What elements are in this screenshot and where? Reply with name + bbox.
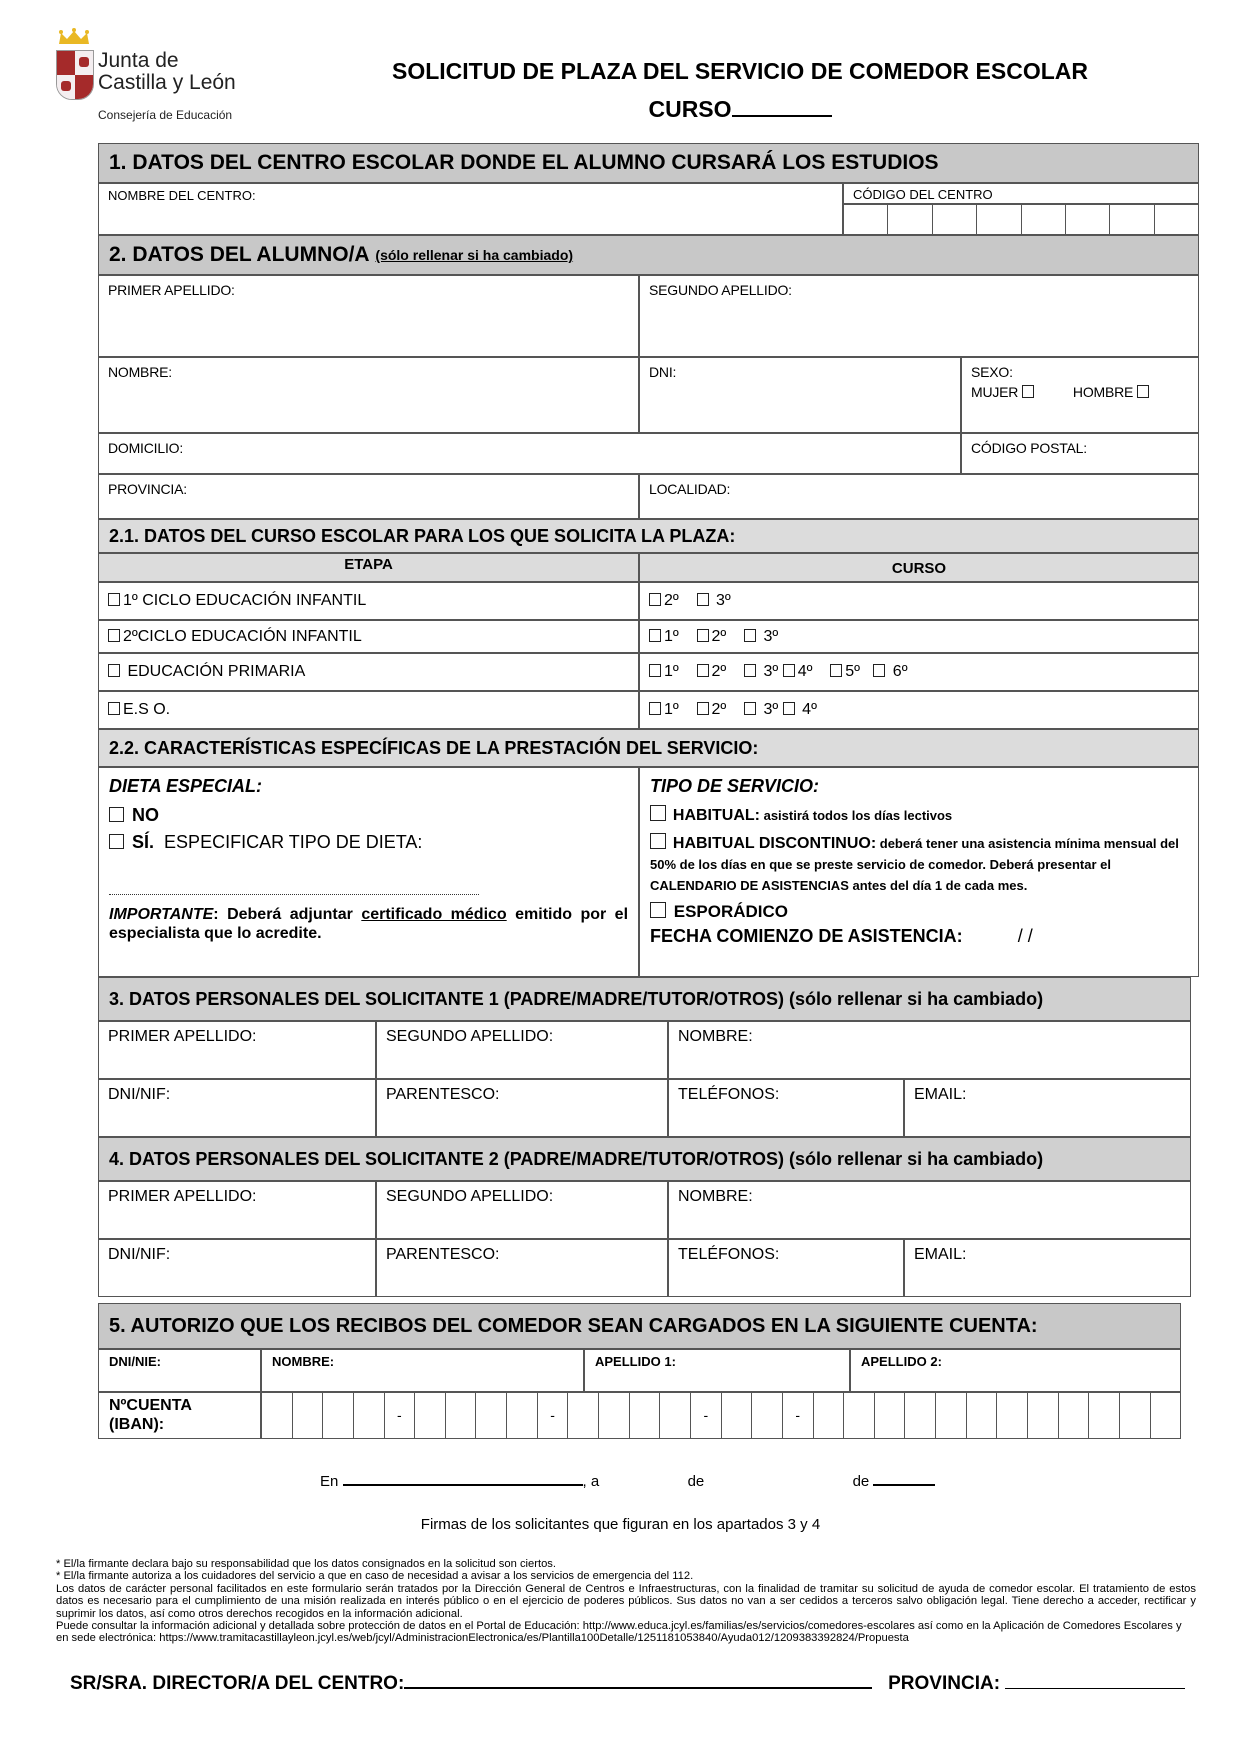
coat-of-arms-icon: [56, 50, 94, 100]
curso-row-2: 1º 2º 3º: [639, 620, 1199, 653]
nombre-centro-field[interactable]: NOMBRE DEL CENTRO:: [98, 183, 843, 235]
sol1-telefonos-field[interactable]: TELÉFONOS:: [668, 1079, 904, 1137]
curso-row-3: 1º 2º 3º 4º 5º 6º: [639, 653, 1199, 691]
iban-digit-box[interactable]: [293, 1392, 324, 1439]
cuenta-dni-field[interactable]: DNI/NIE:: [98, 1349, 261, 1392]
iban-digit-box[interactable]: [507, 1392, 538, 1439]
curso-checkbox[interactable]: [697, 593, 709, 606]
place-input[interactable]: [343, 1466, 583, 1486]
iban-digit-box[interactable]: [875, 1392, 906, 1439]
curso-checkbox[interactable]: [697, 629, 709, 642]
firmas-label: Firmas de los solicitantes que figuran en los apartados 3 y 4: [420, 1516, 821, 1533]
iban-digit-box[interactable]: [997, 1392, 1028, 1439]
importante-note: IMPORTANTE: Deberá adjuntar certificado médico emitido por el especialista que lo acredite.: [109, 906, 629, 942]
iban-digit-box[interactable]: [660, 1392, 691, 1439]
section-3-header: 3. DATOS PERSONALES DEL SOLICITANTE 1 (PADRE/MADRE/TUTOR/OTROS) (sólo rellenar si ha cambiado): [98, 977, 1191, 1021]
etapa-checkbox[interactable]: [108, 593, 120, 606]
logo-line1: Junta de: [98, 49, 179, 72]
code-digit-box[interactable]: [1110, 204, 1154, 235]
curso-checkbox[interactable]: [783, 664, 795, 677]
curso-label: CURSO: [648, 96, 732, 122]
iban-digit-box[interactable]: [1089, 1392, 1120, 1439]
sol2-segundo-apellido-field[interactable]: SEGUNDO APELLIDO:: [376, 1181, 668, 1239]
iban-digit-box[interactable]: [261, 1392, 293, 1439]
sol1-segundo-apellido-field[interactable]: SEGUNDO APELLIDO:: [376, 1021, 668, 1079]
director-provincia-input[interactable]: [1005, 1670, 1185, 1689]
col-curso-header: CURSO: [639, 553, 1199, 582]
sol1-nombre-field[interactable]: NOMBRE:: [668, 1021, 1191, 1079]
code-digit-box[interactable]: [1066, 204, 1110, 235]
iban-digit-box[interactable]: [1120, 1392, 1151, 1439]
etapa-row-4: E.S O.: [98, 691, 639, 729]
curso-checkbox[interactable]: [873, 664, 885, 677]
mujer-checkbox[interactable]: [1022, 385, 1034, 398]
dieta-title: DIETA ESPECIAL:: [109, 776, 263, 796]
fecha-input[interactable]: / /: [1017, 926, 1033, 946]
iban-digit-box[interactable]: [752, 1392, 783, 1439]
iban-digit-box[interactable]: [354, 1392, 385, 1439]
sol1-primer-apellido-field[interactable]: PRIMER APELLIDO:: [98, 1021, 376, 1079]
iban-digit-box[interactable]: [415, 1392, 446, 1439]
section-2-2-header: 2.2. CARACTERÍSTICAS ESPECÍFICAS DE LA PRESTACIÓN DEL SERVICIO:: [98, 729, 1199, 767]
codigo-postal-field[interactable]: CÓDIGO POSTAL:: [961, 433, 1199, 474]
sol2-email-field[interactable]: EMAIL:: [904, 1239, 1191, 1297]
signature-area[interactable]: [0, 1540, 1241, 1560]
curso-checkbox[interactable]: [830, 664, 842, 677]
etapa-row-2: 2ºCICLO EDUCACIÓN INFANTIL: [98, 620, 639, 653]
junta-logo: [52, 28, 272, 128]
sol2-telefonos-field[interactable]: TELÉFONOS:: [668, 1239, 904, 1297]
code-digit-box[interactable]: [1155, 204, 1199, 235]
iban-digit-box[interactable]: [967, 1392, 998, 1439]
code-digit-box[interactable]: [843, 204, 888, 235]
alumno-nombre-field[interactable]: NOMBRE:: [98, 357, 639, 433]
sol2-nombre-field[interactable]: NOMBRE:: [668, 1181, 1191, 1239]
iban-digit-box[interactable]: [722, 1392, 753, 1439]
iban-digit-box[interactable]: [446, 1392, 477, 1439]
director-input[interactable]: [404, 1669, 872, 1689]
curso-checkbox[interactable]: [697, 664, 709, 677]
sol1-email-field[interactable]: EMAIL:: [904, 1079, 1191, 1137]
iban-digit-box[interactable]: [814, 1392, 845, 1439]
curso-row-4: 1º 2º 3º 4º: [639, 691, 1199, 729]
localidad-field[interactable]: LOCALIDAD:: [639, 474, 1199, 519]
domicilio-field[interactable]: DOMICILIO:: [98, 433, 961, 474]
iban-digit-box[interactable]: [476, 1392, 507, 1439]
iban-digit-box[interactable]: [905, 1392, 936, 1439]
iban-label: NºCUENTA (IBAN):: [98, 1392, 261, 1439]
provincia-field[interactable]: PROVINCIA:: [98, 474, 639, 519]
section-2-1-header: 2.1. DATOS DEL CURSO ESCOLAR PARA LOS QUE SOLICITA LA PLAZA:: [98, 519, 1199, 553]
year-input[interactable]: [873, 1466, 935, 1486]
iban-digit-box[interactable]: [936, 1392, 967, 1439]
tipo-servicio-cell: TIPO DE SERVICIO: HABITUAL: asistirá todos los días lectivos HABITUAL DISCONTINUO: deberá tener una asistencia mínima mensual del 50% de los días en que se preste servicio de comedor. Deberá presentar el CALENDARIO DE ASISTENCIAS antes del día 1 de cada mes. ESPORÁDICO FECHA COMIENZO DE ASISTENCIA: / /: [639, 767, 1199, 977]
cuenta-apellido1-field[interactable]: APELLIDO 1:: [584, 1349, 850, 1392]
dieta-especial-cell: DIETA ESPECIAL: NO SÍ. ESPECIFICAR TIPO DE DIETA: IMPORTANTE: Deberá adjuntar certificado médico emitido por el especialista que lo acredite.: [98, 767, 639, 977]
code-digit-box[interactable]: [977, 204, 1021, 235]
iban-digit-box[interactable]: [1151, 1392, 1182, 1439]
section-2-header: 2. DATOS DEL ALUMNO/A (sólo rellenar si ha cambiado): [98, 235, 1199, 275]
iban-boxes: [261, 1392, 1181, 1439]
etapa-row-3: EDUCACIÓN PRIMARIA: [98, 653, 639, 691]
section-4-header: 4. DATOS PERSONALES DEL SOLICITANTE 2 (PADRE/MADRE/TUTOR/OTROS) (sólo rellenar si ha cambiado): [98, 1137, 1191, 1181]
section-2-note: (sólo rellenar si ha cambiado): [375, 247, 574, 263]
section-1-header: 1. DATOS DEL CENTRO ESCOLAR DONDE EL ALUMNO CURSARÁ LOS ESTUDIOS: [98, 143, 1199, 183]
fecha-label: FECHA COMIENZO DE ASISTENCIA:: [650, 926, 963, 946]
curso-row-1: 2º 3º: [639, 582, 1199, 620]
curso-checkbox[interactable]: [744, 702, 756, 715]
page-title: [380, 52, 1100, 128]
iban-digit-box[interactable]: [1028, 1392, 1059, 1439]
code-digit-box[interactable]: [1022, 204, 1066, 235]
cuenta-nombre-field[interactable]: NOMBRE:: [261, 1349, 584, 1392]
legal-notes: * El/la firmante declara bajo su responsabilidad que los datos consignados en la solicitud son ciertos. * El/la firmante autoriza a los cuidadores del servicio a que en caso de necesidad a avisar a los servicios de emergencia del 112. Los datos de carácter personal facilitados en este formulario serán tratados por la Dirección General de Centros e Infraestructuras, con la finalidad de tramitar su solicitud de ayuda de comedor escolar. El tratamiento de estos datos es necesario para el cumplimiento de una misión realizada en interés público o en el ejercicio de poderes públicos. Sus datos no van a ser cedidos a terceros salvo obligación legal. Tiene derecho a acceder, rectificar y suprimir los datos, así como otros derechos recogidos en la información adicional. Puede consultar la información adicional y detallada sobre protección de datos en el Portal de Educación: http://www.educa.jcyl.es/familias/es/servicios/comedores-escolares así como en la Aplicación de Comedores Escolares y en sede electrónica: https://www.tramitacastillayleon.jcyl.es/web/jcyl/AdministracionElectronica/es/Plantilla100Detalle/1251181053840/Ayuda012/1209383392824/Propuesta: [56, 1558, 1196, 1645]
etapa-row-1: 1º CICLO EDUCACIÓN INFANTIL: [98, 582, 639, 620]
director-line: SR/SRA. DIRECTOR/A DEL CENTRO: PROVINCIA:: [70, 1669, 1185, 1695]
curso-checkbox[interactable]: [649, 664, 661, 677]
curso-checkbox[interactable]: [649, 593, 661, 606]
curso-checkbox[interactable]: [649, 629, 661, 642]
iban-digit-box[interactable]: [1059, 1392, 1090, 1439]
iban-digit-box[interactable]: [844, 1392, 875, 1439]
codigo-centro-boxes: [843, 204, 1199, 235]
curso-checkbox[interactable]: [744, 664, 756, 677]
dieta-no-checkbox[interactable]: [109, 807, 124, 822]
sol1-parentesco-field[interactable]: PARENTESCO:: [376, 1079, 668, 1137]
dieta-si-checkbox[interactable]: [109, 834, 124, 849]
code-digit-box[interactable]: [888, 204, 932, 235]
curso-checkbox[interactable]: [649, 702, 661, 715]
code-digit-box[interactable]: [933, 204, 977, 235]
iban-separator: -: [691, 1392, 722, 1439]
sol2-dni-field[interactable]: DNI/NIF:: [98, 1239, 376, 1297]
alumno-segundo-apellido-field[interactable]: SEGUNDO APELLIDO:: [639, 275, 1199, 357]
curso-checkbox[interactable]: [783, 702, 795, 715]
alumno-primer-apellido-field[interactable]: PRIMER APELLIDO:: [98, 275, 639, 357]
iban-digit-box[interactable]: [568, 1392, 599, 1439]
etapa-checkbox[interactable]: [108, 664, 120, 677]
hombre-checkbox[interactable]: [1137, 385, 1149, 398]
etapa-checkbox[interactable]: [108, 702, 120, 715]
sol2-primer-apellido-field[interactable]: PRIMER APELLIDO:: [98, 1181, 376, 1239]
sexo-cell: SEXO: MUJER HOMBRE: [961, 357, 1199, 433]
curso-checkbox[interactable]: [697, 702, 709, 715]
alumno-dni-field[interactable]: DNI:: [639, 357, 961, 433]
iban-digit-box[interactable]: [599, 1392, 630, 1439]
col-etapa-header: ETAPA: [98, 553, 639, 582]
dieta-type-input[interactable]: [109, 893, 479, 895]
iban-separator: -: [385, 1392, 416, 1439]
etapa-checkbox[interactable]: [108, 629, 120, 642]
sol2-parentesco-field[interactable]: PARENTESCO:: [376, 1239, 668, 1297]
section-5-header: 5. AUTORIZO QUE LOS RECIBOS DEL COMEDOR SEAN CARGADOS EN LA SIGUIENTE CUENTA:: [98, 1303, 1181, 1349]
servicio-title: TIPO DE SERVICIO:: [650, 776, 820, 796]
signature-place-date: En , a de de: [320, 1466, 935, 1490]
esporadico-checkbox[interactable]: [650, 902, 666, 918]
habitual-checkbox[interactable]: [650, 805, 666, 821]
iban-separator: -: [538, 1392, 569, 1439]
iban-separator: -: [783, 1392, 814, 1439]
crown-icon: [57, 28, 91, 46]
curso-checkbox[interactable]: [744, 629, 756, 642]
curso-input[interactable]: [732, 93, 832, 117]
logo-line2: Castilla y León: [98, 71, 236, 94]
codigo-centro-label: CÓDIGO DEL CENTRO: [843, 183, 1199, 204]
form-title: SOLICITUD DE PLAZA DEL SERVICIO DE COMEDOR ESCOLAR: [391, 58, 1089, 84]
cuenta-apellido2-field[interactable]: APELLIDO 2:: [850, 1349, 1181, 1392]
sol1-dni-field[interactable]: DNI/NIF:: [98, 1079, 376, 1137]
discontinuo-checkbox[interactable]: [650, 833, 666, 849]
logo-subtitle: Consejería de Educación: [98, 108, 233, 122]
iban-digit-box[interactable]: [630, 1392, 661, 1439]
iban-digit-box[interactable]: [323, 1392, 354, 1439]
